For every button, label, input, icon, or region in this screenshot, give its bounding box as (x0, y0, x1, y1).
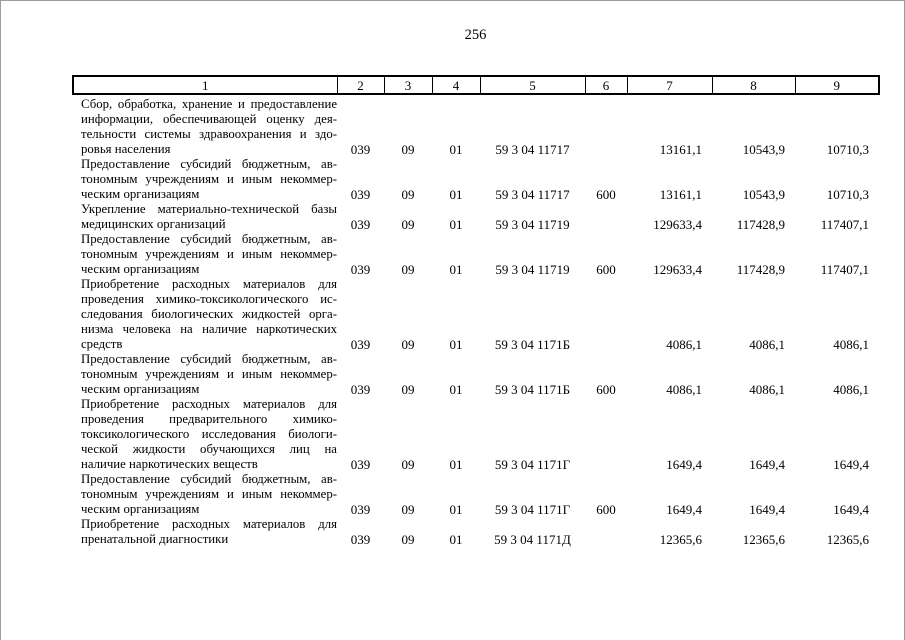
description-line: токсикологического исследования биологи- (81, 427, 337, 441)
column-header-5: 5 (480, 76, 585, 94)
description-line: низма человека на наличие наркотических (81, 322, 337, 336)
cell-section-code: 09 (401, 337, 415, 352)
description-line: тельности системы здравоохранения и здо- (81, 127, 337, 141)
cell-grbs-code: 039 (350, 187, 371, 202)
cell-amount-year2: 4086,1 (749, 337, 785, 352)
row-description-cell (73, 352, 337, 397)
cell-expense-type-code (585, 277, 627, 352)
description-line: Предоставление субсидий бюджетным, ав- (81, 157, 337, 171)
cell-subsection-code: 01 (449, 217, 463, 232)
row-description-cell (73, 202, 337, 232)
cell-target-article-code: 59 3 04 1171Д (494, 532, 571, 547)
description-line: тономным учреждениям и иным некоммер- (81, 172, 337, 186)
cell-grbs-code: 039 (350, 382, 371, 397)
description-line: ческой жидкости обучающихся лиц на (81, 442, 337, 456)
cell-amount-year3: 1649,4 (833, 457, 869, 472)
column-header-8: 8 (712, 76, 795, 94)
budget-table (72, 75, 880, 547)
cell-expense-type-code: 600 (596, 262, 616, 277)
description-line: ческим организациям (81, 262, 200, 276)
cell-grbs-code: 039 (350, 337, 371, 352)
cell-amount-year3: 10710,3 (826, 142, 869, 157)
cell-amount-year1: 4086,1 (666, 337, 702, 352)
table-body (73, 94, 879, 547)
description-line: Сбор, обработка, хранение и предоставление (81, 97, 337, 111)
column-header-9: 9 (795, 76, 879, 94)
cell-amount-year2: 10543,9 (742, 142, 785, 157)
cell-expense-type-code (585, 397, 627, 472)
description-line: тономным учреждениям и иным некоммер- (81, 367, 337, 381)
column-header-2: 2 (337, 76, 384, 94)
cell-grbs-code: 039 (350, 262, 371, 277)
cell-amount-year1: 1649,4 (666, 502, 702, 517)
description-line: проведения химико-токсикологического ис- (81, 292, 337, 306)
cell-expense-type-code: 600 (596, 187, 616, 202)
cell-amount-year1: 13161,1 (659, 142, 702, 157)
table-row (73, 397, 879, 472)
cell-section-code: 09 (401, 502, 415, 517)
cell-subsection-code: 01 (449, 337, 463, 352)
row-description-cell (73, 397, 337, 472)
page-number: 256 (464, 27, 487, 43)
cell-section-code: 09 (401, 382, 415, 397)
cell-grbs-code: 039 (350, 217, 371, 232)
description-line: наличие наркотических веществ (81, 457, 258, 471)
cell-target-article-code: 59 3 04 1171Б (494, 382, 571, 397)
cell-subsection-code: 01 (449, 532, 463, 547)
cell-expense-type-code (585, 517, 627, 547)
cell-amount-year2: 117428,9 (736, 262, 785, 277)
description-line: медицинских организаций (81, 217, 226, 231)
cell-target-article-code: 59 3 04 11719 (495, 217, 570, 232)
cell-grbs-code: 039 (350, 502, 371, 517)
cell-grbs-code: 039 (350, 142, 371, 157)
cell-section-code: 09 (401, 532, 415, 547)
cell-amount-year2: 1649,4 (749, 502, 785, 517)
row-description-cell (73, 277, 337, 352)
description-line: пренатальной диагностики (81, 532, 229, 546)
cell-amount-year1: 12365,6 (659, 532, 702, 547)
cell-expense-type-code (585, 94, 627, 157)
row-description-cell (73, 472, 337, 517)
cell-amount-year1: 129633,4 (653, 262, 702, 277)
cell-amount-year2: 10543,9 (742, 187, 785, 202)
row-description-cell (73, 232, 337, 277)
cell-amount-year3: 4086,1 (833, 337, 869, 352)
description-line: Предоставление субсидий бюджетным, ав- (81, 472, 337, 486)
description-line: ровья населения (81, 142, 171, 156)
cell-subsection-code: 01 (449, 187, 463, 202)
cell-amount-year3: 4086,1 (833, 382, 869, 397)
cell-section-code: 09 (401, 187, 415, 202)
description-line: ческим организациям (81, 502, 200, 516)
cell-amount-year3: 12365,6 (826, 532, 869, 547)
description-line: ческим организациям (81, 187, 200, 201)
cell-subsection-code: 01 (449, 502, 463, 517)
cell-section-code: 09 (401, 217, 415, 232)
table-row (73, 202, 879, 232)
description-line: Приобретение расходных материалов для (81, 517, 337, 531)
cell-grbs-code: 039 (350, 457, 371, 472)
cell-target-article-code: 59 3 04 11717 (495, 187, 570, 202)
cell-amount-year2: 12365,6 (742, 532, 785, 547)
description-line: Приобретение расходных материалов для (81, 397, 337, 411)
description-line: Предоставление субсидий бюджетным, ав- (81, 352, 337, 366)
description-line: средств (81, 337, 123, 351)
cell-amount-year3: 117407,1 (820, 217, 869, 232)
column-header-6: 6 (585, 76, 627, 94)
cell-amount-year2: 117428,9 (736, 217, 785, 232)
cell-expense-type-code: 600 (596, 382, 616, 397)
column-header-7: 7 (627, 76, 712, 94)
cell-amount-year3: 1649,4 (833, 502, 869, 517)
table-row (73, 94, 879, 157)
cell-subsection-code: 01 (449, 382, 463, 397)
table-row (73, 352, 879, 397)
cell-target-article-code: 59 3 04 11717 (495, 142, 570, 157)
row-description-cell (73, 517, 337, 547)
table-header-row (73, 76, 879, 94)
cell-section-code: 09 (401, 262, 415, 277)
cell-section-code: 09 (401, 142, 415, 157)
cell-expense-type-code (585, 202, 627, 232)
row-description-cell (73, 157, 337, 202)
table-row (73, 277, 879, 352)
cell-target-article-code: 59 3 04 1171Б (494, 337, 571, 352)
cell-target-article-code: 59 3 04 1171Г (494, 502, 571, 517)
cell-subsection-code: 01 (449, 262, 463, 277)
cell-amount-year3: 117407,1 (820, 262, 869, 277)
row-description-cell (73, 94, 337, 157)
description-line: тономным учреждениям и иным некоммер- (81, 487, 337, 501)
column-header-4: 4 (432, 76, 480, 94)
description-line: Приобретение расходных материалов для (81, 277, 337, 291)
cell-amount-year1: 4086,1 (666, 382, 702, 397)
cell-grbs-code: 039 (350, 532, 371, 547)
cell-target-article-code: 59 3 04 11719 (495, 262, 570, 277)
description-line: тономным учреждениям и иным некоммер- (81, 247, 337, 261)
cell-subsection-code: 01 (449, 142, 463, 157)
table-row (73, 232, 879, 277)
description-line: следования биологических жидкостей орга- (81, 307, 337, 321)
cell-expense-type-code: 600 (596, 502, 616, 517)
cell-amount-year1: 1649,4 (666, 457, 702, 472)
cell-subsection-code: 01 (449, 457, 463, 472)
cell-amount-year1: 13161,1 (659, 187, 702, 202)
description-line: Укрепление материально-технической базы (81, 202, 337, 216)
cell-target-article-code: 59 3 04 1171Г (494, 457, 571, 472)
description-line: Предоставление субсидий бюджетным, ав- (81, 232, 337, 246)
cell-section-code: 09 (401, 457, 415, 472)
column-header-1: 1 (73, 76, 337, 94)
table-header (73, 76, 879, 94)
column-header-3: 3 (384, 76, 432, 94)
cell-amount-year3: 10710,3 (826, 187, 869, 202)
description-line: информации, обеспечивающей оценку дея- (81, 112, 337, 126)
table-row (73, 472, 879, 517)
cell-amount-year2: 4086,1 (749, 382, 785, 397)
table-row (73, 517, 879, 547)
description-line: проведения предварительного химико- (81, 412, 337, 426)
description-line: ческим организациям (81, 382, 200, 396)
table-row (73, 157, 879, 202)
cell-amount-year2: 1649,4 (749, 457, 785, 472)
cell-amount-year1: 129633,4 (653, 217, 702, 232)
